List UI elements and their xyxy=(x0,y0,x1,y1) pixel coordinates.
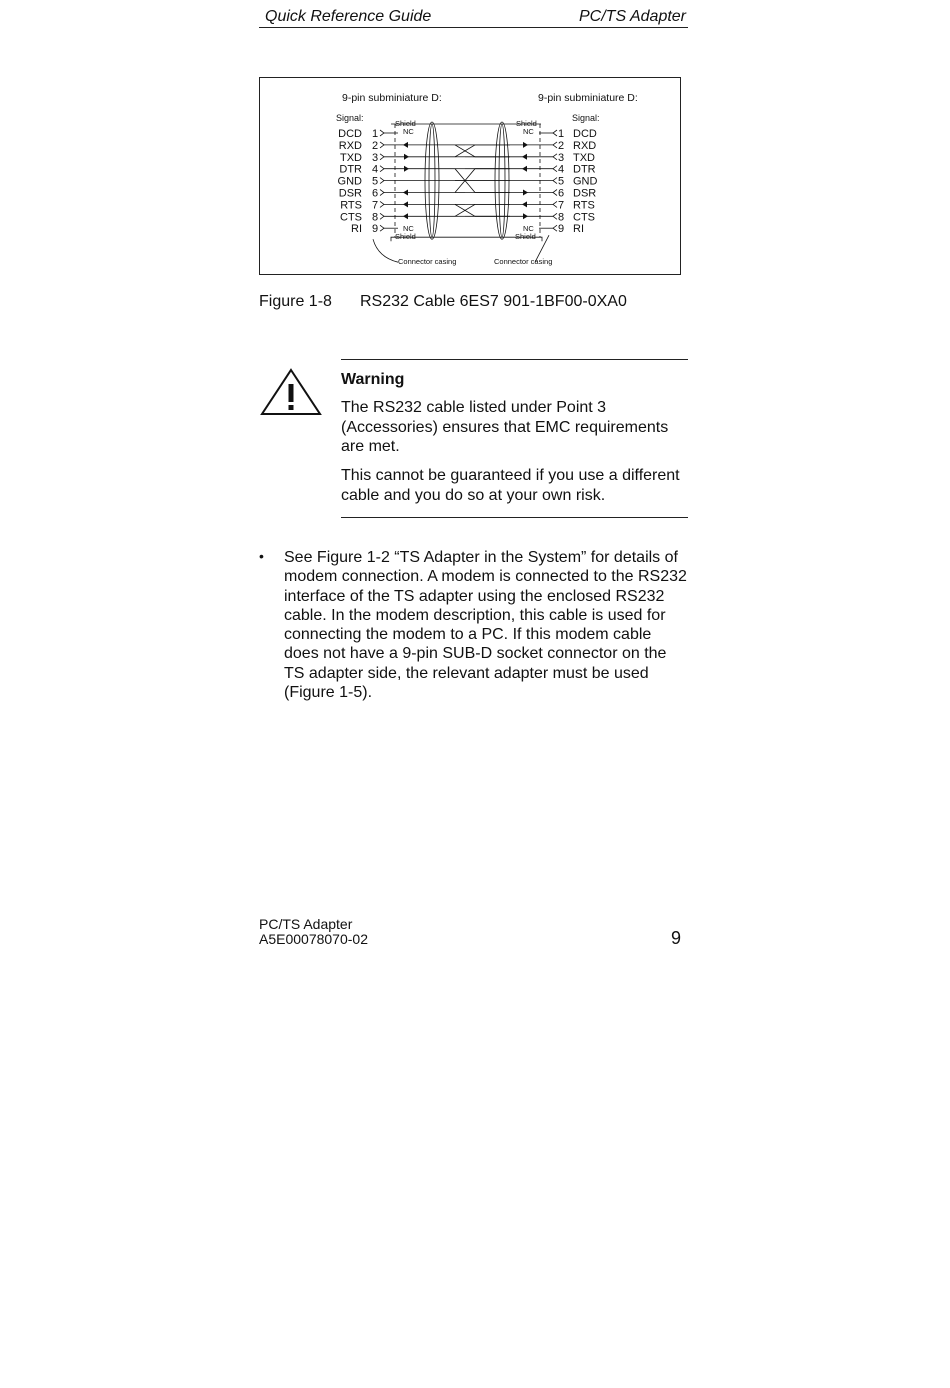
right-signal-txd: TXD xyxy=(573,151,595,164)
shield-label-bottom-right: Shield xyxy=(515,232,536,241)
wire-left-7 xyxy=(384,204,510,216)
left-pin-6: 6 xyxy=(372,187,379,200)
warning-top-rule xyxy=(341,359,688,360)
arrow-146-4 xyxy=(404,166,409,172)
right-signal-ri: RI xyxy=(573,223,584,236)
right-pin-mark-9 xyxy=(553,225,557,231)
arrow-146-3 xyxy=(404,154,409,160)
left-pin-mark-3 xyxy=(380,154,384,160)
right-signal-cts: CTS xyxy=(573,211,595,224)
shield-label-bottom-left: Shield xyxy=(395,232,416,241)
signal-label-right: Signal: xyxy=(572,113,600,123)
right-signal-gnd: GND xyxy=(573,175,598,188)
right-pin-4: 4 xyxy=(558,163,565,176)
wiring-lines xyxy=(373,122,557,262)
left-pin-4: 4 xyxy=(372,163,379,176)
casing-leader-left xyxy=(373,239,398,262)
left-signal-ri: RI xyxy=(351,223,362,236)
left-pin-3: 3 xyxy=(372,151,379,164)
arrow-265-4 xyxy=(522,166,527,172)
right-pin-9: 9 xyxy=(558,223,565,236)
left-pin-mark-4 xyxy=(380,166,384,172)
wire-left-8 xyxy=(384,204,510,216)
right-pin-mark-3 xyxy=(553,154,557,160)
left-signal-gnd: GND xyxy=(337,175,362,188)
right-pin-mark-1 xyxy=(553,130,557,136)
left-pin-mark-9 xyxy=(380,225,384,231)
figure-title: RS232 Cable 6ES7 901-1BF00-0XA0 xyxy=(360,293,627,310)
casing-label-right: Connector casing xyxy=(494,257,553,266)
right-pin-2: 2 xyxy=(558,139,565,152)
right-pin-mark-6 xyxy=(553,190,557,196)
header-left-title: Quick Reference Guide xyxy=(265,8,432,25)
left-pin-5: 5 xyxy=(372,175,379,188)
footer-product: PC/TS Adapter xyxy=(259,916,353,932)
nc-label-bottom-left: NC xyxy=(403,224,414,233)
left-pin-7: 7 xyxy=(372,199,379,212)
right-signal-rxd: RXD xyxy=(573,139,597,152)
right-pin-7: 7 xyxy=(558,199,565,212)
right-pin-mark-5 xyxy=(553,178,557,184)
arrow-146-2 xyxy=(403,142,408,148)
warning-triangle-icon xyxy=(260,368,322,423)
left-pin-8: 8 xyxy=(372,211,379,224)
shield-label-top-left: Shield xyxy=(395,119,416,128)
header-rule xyxy=(259,27,688,28)
right-signal-dcd: DCD xyxy=(573,128,597,140)
warning-paragraph-1: The RS232 cable listed under Point 3 (Accessories) ensures that EMC requirements are met. xyxy=(341,399,669,455)
header-right-title: PC/TS Adapter xyxy=(579,8,687,25)
left-pin-mark-1 xyxy=(380,130,384,136)
casing-label-left: Connector casing xyxy=(398,257,457,266)
footer-doc-number: A5E00078070-02 xyxy=(259,931,368,947)
left-signal-cts: CTS xyxy=(340,211,362,224)
left-signal-dtr: DTR xyxy=(339,163,362,176)
shield-label-top-right: Shield xyxy=(516,119,537,128)
arrow-146-7 xyxy=(403,201,408,207)
arrow-265-8 xyxy=(523,213,528,219)
arrow-146-6 xyxy=(403,190,408,196)
right-pin-mark-8 xyxy=(553,213,557,219)
arrow-265-3 xyxy=(522,154,527,160)
right-pin-3: 3 xyxy=(558,151,565,164)
right-signal-dtr: DTR xyxy=(573,163,596,176)
left-signal-dsr: DSR xyxy=(338,187,362,200)
page-number: 9 xyxy=(671,928,682,948)
left-signal-rxd: RXD xyxy=(338,139,362,152)
bullet-paragraph: See Figure 1-2 “TS Adapter in the System” for details of modem connection. A modem is connected to the RS232 interface of the TS adapter using the enclosed RS232 cable. In the modem description, this cable is used for connecting the modem to a PC. If this modem cable does not have a 9-pin SUB-D socket connector on the TS adapter side, the relevant adapter must be used (Figure 1-5). xyxy=(284,549,687,702)
arrow-265-2 xyxy=(523,142,528,148)
left-signal-rts: RTS xyxy=(340,199,362,212)
nc-label-top-left: NC xyxy=(403,127,414,136)
connector-label-right: 9-pin subminiature D: xyxy=(538,92,638,104)
left-pin-mark-7 xyxy=(380,201,384,207)
right-pin-mark-7 xyxy=(553,201,557,207)
warning-title: Warning xyxy=(341,371,405,388)
nc-label-top-right: NC xyxy=(523,127,534,136)
right-signal-rts: RTS xyxy=(573,199,595,212)
left-pin-1: 1 xyxy=(372,128,379,140)
left-pin-mark-2 xyxy=(380,142,384,148)
nc-label-bottom-right: NC xyxy=(523,224,534,233)
figure-number: Figure 1-8 xyxy=(259,293,332,310)
arrow-265-7 xyxy=(522,201,527,207)
left-signal-dcd: DCD xyxy=(338,128,362,140)
right-pin-8: 8 xyxy=(558,211,565,224)
connector-label-left: 9-pin subminiature D: xyxy=(342,92,442,104)
left-pin-mark-8 xyxy=(380,213,384,219)
arrow-146-8 xyxy=(403,213,408,219)
right-signal-dsr: DSR xyxy=(573,187,597,200)
wire-left-2 xyxy=(384,145,510,157)
left-signal-txd: TXD xyxy=(340,151,362,164)
arrow-265-6 xyxy=(523,190,528,196)
left-pin-2: 2 xyxy=(372,139,379,152)
wire-left-3 xyxy=(384,145,510,157)
right-pin-6: 6 xyxy=(558,187,565,200)
cable-diagram-figure xyxy=(259,77,681,275)
signal-label-left: Signal: xyxy=(336,113,364,123)
warning-paragraph-2: This cannot be guaranteed if you use a different cable and you do so at your own risk. xyxy=(341,467,680,504)
left-pin-mark-6 xyxy=(380,190,384,196)
right-pin-mark-2 xyxy=(553,142,557,148)
pin-label-group xyxy=(338,128,598,235)
right-pin-1: 1 xyxy=(558,128,565,140)
cable-wiring-diagram xyxy=(260,78,680,274)
bullet-symbol: • xyxy=(259,548,264,564)
right-pin-5: 5 xyxy=(558,175,565,188)
left-pin-mark-5 xyxy=(380,178,384,184)
right-pin-mark-4 xyxy=(553,166,557,172)
left-pin-9: 9 xyxy=(372,223,379,236)
warning-bottom-rule xyxy=(341,517,688,518)
